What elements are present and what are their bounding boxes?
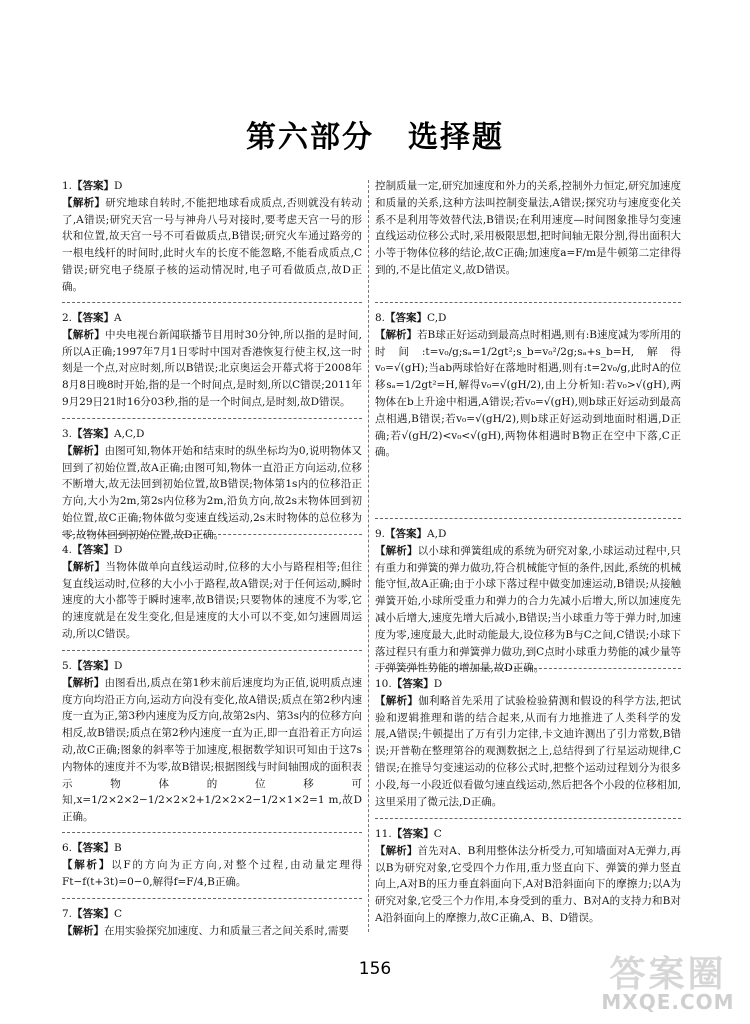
answer-value: D [114, 660, 123, 672]
answer-value: C [433, 828, 442, 840]
analysis-label: 【解析】 [62, 924, 104, 937]
analysis-text: 伽利略首先采用了试验检验猜测和假设的科学方法,把试验和逻辑推理和谐的结合起来,从而有力地推进了人类科学的发展,A错误;牛顿提出了万有引力定律,卡文迪许测出了引力常数,B错误;开普勒在整理第谷的观测数据之上,总结得到了行星运动规律,C错误;在推导匀变速运动的位移公式时,把整个运动过程划分为很多小段,每一小段近似看做匀速直线运动,然后把各个小段的位移相加,这里采用了微元法,D正确。 [375, 694, 682, 808]
watermark-text: 答案圈 [609, 954, 727, 995]
answer-value: D [114, 180, 123, 192]
answer-label: 【答案】 [391, 828, 434, 840]
question-number: 1. [62, 180, 73, 192]
answer-value: A,C,D [114, 428, 145, 440]
analysis-label: 【解析】 [375, 544, 418, 557]
analysis-label: 【解析】 [62, 196, 106, 209]
question-number: 11. [375, 828, 392, 840]
analysis-label: 【解析】 [62, 560, 106, 573]
question-number: 8. [375, 312, 386, 324]
question-number: 2. [62, 312, 73, 324]
answer-item [375, 676, 681, 812]
answer-item [375, 178, 681, 296]
divider [375, 518, 681, 519]
column-divider [368, 180, 369, 932]
analysis-label: 【解析】 [62, 858, 112, 871]
answer-item [375, 310, 681, 512]
answer-value: D [433, 678, 443, 690]
answer-label: 【答案】 [72, 544, 115, 556]
question-number: 6. [62, 842, 73, 854]
page-title [0, 112, 750, 156]
answer-item [62, 542, 362, 644]
analysis-text: 以F的方向为正方向,对整个过程,由动量定理得Ft−f(t+3t)=0−0,解得f=F/4,B正确。 [62, 858, 362, 888]
answer-item [375, 526, 681, 675]
answer-label: 【答案】 [385, 528, 428, 540]
divider [375, 818, 681, 819]
answer-label: 【答案】 [72, 180, 115, 192]
page-title-part: 第六部分 [246, 120, 374, 155]
analysis-label: 【解析】 [375, 328, 418, 341]
watermark-url: MXQE.COM [601, 990, 735, 1014]
divider [62, 650, 362, 651]
analysis-label: 【解析】 [62, 328, 105, 341]
right-column [375, 178, 681, 944]
divider [62, 898, 362, 899]
analysis-text: 当物体做单向直线运动时,位移的大小与路程相等;但往复直线运动时,位移的大小小于路程,故A错误;对于任何运动,瞬时速度的大小都等于瞬时速率,故B错误;只要物体的速度不为零,它的速度就是在发生变化,但是速度的大小可以不变,如匀速圆周运动,所以C错误。 [62, 560, 362, 640]
divider [62, 418, 362, 419]
answer-item [62, 310, 362, 412]
question-number: 7. [62, 908, 73, 920]
answer-value: A [114, 312, 122, 324]
analysis-text: 以小球和弹簧组成的系统为研究对象,小球运动过程中,只有重力和弹簧的弹力做功,符合机械能守恒的条件,因此,系统的机械能守恒,故A正确;由于小球下落过程中做变加速运动,B错误;从接触弹簧开始,小球所受重力和弹力的合力先减小后增大,所以加速度先减小后增大,速度先增大后减小,B错误;当小球重力等于弹力时,加速度为零,速度最大,此时动能最大,设位移为B与C之间,C错误;小球下落过程只有重力和弹簧弹力做功,到C点时小球重力势能的减少量等于弹簧弹性势能的增加量,故D正确。 [375, 544, 681, 675]
answer-value: C [114, 908, 123, 920]
answer-item [62, 426, 362, 541]
answer-value: B [114, 842, 122, 854]
divider [62, 302, 362, 303]
answer-item [62, 840, 362, 892]
answer-label: 【答案】 [391, 678, 434, 690]
left-column [62, 178, 362, 942]
analysis-label: 【解析】 [62, 676, 105, 689]
answer-label: 【答案】 [72, 908, 115, 920]
analysis-text: 中央电视台新闻联播节目用时30分钟,所以指的是时间,所以A正确;1997年7月1日零时中国对香港恢复行使主权,这一时刻是一个点,对应时刻,所以B错误;北京奥运会开幕式将于2008年8月8日晚8时开始,指的是一个时间点,是时刻,所以C错误;2011年9月29日21时16分03秒,指的是一个时间点,是时刻,故D错误。 [62, 328, 362, 408]
analysis-text: 研究地球自转时,不能把地球看成质点,否则就没有转动了,A错误;研究天宫一号与神舟八号对接时,要考虑天宫一号的形状和位置,故天宫一号不可看做质点,B错误;研究火车通过路旁的一根电线杆的时间时,此时火车的长度不能忽略,不能看成质点,C错误;研究电子绕原子核的运动情况时,电子可看做质点,故D正确。 [62, 196, 362, 293]
analysis-label: 【解析】 [62, 444, 105, 457]
analysis-label: 【解析】 [375, 844, 418, 857]
analysis-text: 首先对A、B利用整体法分析受力,可知墙面对A无弹力,再以B为研究对象,它受四个力作用,重力竖直向下、弹簧的弹力竖直向上,A对B的压力垂直斜面向下,A对B沿斜面向下的摩擦力;以A为研究对象,它受三个力作用,本身受到的重力、B对A的支持力和B对A沿斜面向上的摩擦力,故C正确,A、B、D错误。 [375, 844, 682, 924]
analysis-text: 由图看出,质点在第1秒末前后速度均为正值,说明质点速度方向均沿正方向,运动方向没有变化,故A错误;质点在第2秒内速度一直为正,第3秒内速度为反方向,故第2s内、第3s内的位移方向相反,故B错误;质点在第2秒内速度一直为正,即一直沿着正方向运动,故C正确;图象的斜率等于加速度,根据数学知识可知由于这7s内物体的速度并不为零,故B错误;根据图线与时间轴围成的面积表示物体的位移可知,x=1/2×2×2−1/2×2×2+1/2×2×2−1/2×1×2=1 m,故D正确。 [62, 676, 362, 824]
question-number: 5. [62, 660, 73, 672]
answer-label: 【答案】 [72, 660, 115, 672]
question-number: 4. [62, 544, 73, 556]
question-number: 10. [375, 678, 392, 690]
analysis-label: 【解析】 [375, 694, 419, 707]
divider [375, 302, 681, 303]
answer-value: A,D [427, 528, 447, 540]
page-title-topic: 选择题 [408, 120, 504, 155]
question-number: 3. [62, 428, 73, 440]
answer-item [62, 658, 362, 826]
question-number: 9. [375, 528, 386, 540]
answer-label: 【答案】 [72, 312, 115, 324]
answer-label: 【答案】 [385, 312, 428, 324]
answer-value: D [114, 544, 123, 556]
analysis-text: 由图可知,物体开始和结束时的纵坐标均为0,说明物体又回到了初始位置,故A正确;由图可知,物体一直沿正方向运动,位移不断增大,故无法回到初始位置,故B错误;物体第1s内的位移沿正方向,大小为2m,第2s内位移为2m,沿负方向,故2s末物体回到初始位置,故C正确;物体做匀变速直线运动,2s末时物体的总位移为零,故物体回到初始位置,故D正确。 [62, 444, 362, 541]
answer-item [375, 826, 681, 944]
divider [62, 832, 362, 833]
answer-value: C,D [427, 312, 447, 324]
answer-item [62, 906, 362, 942]
watermark-logo [594, 946, 742, 1016]
answer-label: 【答案】 [72, 428, 115, 440]
page-number: 156 [358, 959, 392, 979]
analysis-text: 若B球正好运动到最高点时相遇,则有:B速度减为零所用的时间:t=v₀/g;sₐ=1/2gt²;s_b=v₀²/2g;sₐ+s_b=H,解得v₀=√(gH);当ab两球恰好在落地时相遇,则有:t=2v₀/g,此时A的位移sₐ=1/2gt²=H,解得v₀=√(gH/2),由上分析知:若v₀>√(gH),两物体在b上升途中相遇,A错误;若v₀=√(gH),则b球正好运动到最高点相遇,B错误;若v₀=√(gH/2),则b球正好运动到地面时相遇,D正确;若√(gH/2)<v₀<√(gH),两物体相遇时B物正在空中下落,C正确。 [375, 328, 681, 459]
analysis-text: 控制质量一定,研究加速度和外力的关系,控制外力恒定,研究加速度和质量的关系,这种方法叫控制变量法,A错误;探究功与速度变化关系不是利用等效替代法,B错误;在利用速度—时间图象推导匀变速直线运动位移公式时,采用极限思想,把时间轴无限分割,得出面积大小等于物体位移的结论,故C正确;加速度a=F/m是牛顿第二定律得到的,不是比值定义,故D错误。 [375, 180, 681, 276]
analysis-text: 在用实验探究加速度、力和质量三者之间关系时,需要 [104, 924, 349, 937]
answer-label: 【答案】 [72, 842, 115, 854]
answer-item [62, 178, 362, 296]
